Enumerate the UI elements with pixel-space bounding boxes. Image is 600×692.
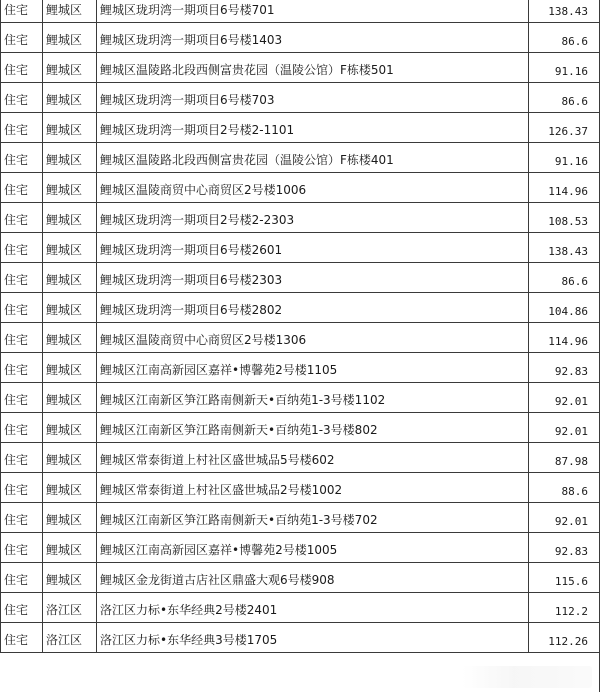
area-cell: 138.43 — [529, 0, 600, 23]
district-cell: 鲤城区 — [43, 143, 97, 173]
property-type-cell: 住宅 — [1, 293, 43, 323]
district-cell: 鲤城区 — [43, 83, 97, 113]
table-row — [1, 503, 600, 533]
area-cell: 112.2 — [529, 593, 600, 623]
district-cell: 鲤城区 — [43, 413, 97, 443]
property-type-cell: 住宅 — [1, 53, 43, 83]
address-cell: 鲤城区珑玥湾一期项目6号楼2303 — [97, 263, 529, 293]
property-type-cell: 住宅 — [1, 353, 43, 383]
table-row — [1, 0, 600, 23]
table-row — [1, 173, 600, 203]
property-type-cell: 住宅 — [1, 323, 43, 353]
district-cell: 鲤城区 — [43, 53, 97, 83]
district-cell: 鲤城区 — [43, 23, 97, 53]
property-type-cell: 住宅 — [1, 173, 43, 203]
address-cell: 鲤城区温陵路北段西侧富贵花园（温陵公馆）F栋楼401 — [97, 143, 529, 173]
property-type-cell: 住宅 — [1, 563, 43, 593]
property-type-cell: 住宅 — [1, 473, 43, 503]
property-type-cell: 住宅 — [1, 413, 43, 443]
area-cell: 91.16 — [529, 143, 600, 173]
district-cell: 鲤城区 — [43, 353, 97, 383]
area-cell: 86.6 — [529, 83, 600, 113]
property-type-cell: 住宅 — [1, 263, 43, 293]
table-row — [1, 563, 600, 593]
district-cell: 鲤城区 — [43, 443, 97, 473]
address-cell: 鲤城区珑玥湾一期项目2号楼2-2303 — [97, 203, 529, 233]
address-cell: 鲤城区温陵商贸中心商贸区2号楼1306 — [97, 323, 529, 353]
address-cell: 洛江区力标•东华经典3号楼1705 — [97, 623, 529, 653]
address-cell: 鲤城区珑玥湾一期项目6号楼701 — [97, 0, 529, 23]
table-row — [1, 263, 600, 293]
address-cell: 鲤城区金龙街道古店社区鼎盛大观6号楼908 — [97, 563, 529, 593]
address-cell: 鲤城区珑玥湾一期项目6号楼2601 — [97, 233, 529, 263]
area-cell: 114.96 — [529, 173, 600, 203]
district-cell: 鲤城区 — [43, 0, 97, 23]
table-row — [1, 143, 600, 173]
property-type-cell: 住宅 — [1, 203, 43, 233]
property-type-cell: 住宅 — [1, 503, 43, 533]
address-cell: 鲤城区珑玥湾一期项目2号楼2-1101 — [97, 113, 529, 143]
area-cell: 86.6 — [529, 23, 600, 53]
district-cell: 鲤城区 — [43, 323, 97, 353]
district-cell: 洛江区 — [43, 623, 97, 653]
district-cell: 鲤城区 — [43, 533, 97, 563]
area-cell: 88.6 — [529, 473, 600, 503]
table-body — [1, 0, 600, 653]
property-type-cell: 住宅 — [1, 533, 43, 563]
area-cell: 114.96 — [529, 323, 600, 353]
area-cell: 92.01 — [529, 503, 600, 533]
table-row — [1, 533, 600, 563]
table-row — [1, 413, 600, 443]
address-cell: 鲤城区江南高新园区嘉祥•博馨苑2号楼1105 — [97, 353, 529, 383]
area-cell: 138.43 — [529, 233, 600, 263]
table-row — [1, 203, 600, 233]
property-type-cell: 住宅 — [1, 443, 43, 473]
district-cell: 鲤城区 — [43, 383, 97, 413]
area-cell: 112.26 — [529, 623, 600, 653]
address-cell: 鲤城区江南高新园区嘉祥•博馨苑2号楼1005 — [97, 533, 529, 563]
area-cell: 92.83 — [529, 353, 600, 383]
address-cell: 鲤城区常泰街道上村社区盛世城品5号楼602 — [97, 443, 529, 473]
table-row — [1, 323, 600, 353]
table-row — [1, 83, 600, 113]
district-cell: 鲤城区 — [43, 113, 97, 143]
address-cell: 鲤城区温陵路北段西侧富贵花园（温陵公馆）F栋楼501 — [97, 53, 529, 83]
area-cell: 108.53 — [529, 203, 600, 233]
property-type-cell: 住宅 — [1, 383, 43, 413]
address-cell: 鲤城区珑玥湾一期项目6号楼2802 — [97, 293, 529, 323]
district-cell: 洛江区 — [43, 593, 97, 623]
address-cell: 鲤城区温陵商贸中心商贸区2号楼1006 — [97, 173, 529, 203]
address-cell: 鲤城区江南新区笋江路南侧新天•百纳苑1-3号楼702 — [97, 503, 529, 533]
table-row — [1, 113, 600, 143]
district-cell: 鲤城区 — [43, 473, 97, 503]
district-cell: 鲤城区 — [43, 503, 97, 533]
property-type-cell: 住宅 — [1, 143, 43, 173]
table-row — [1, 473, 600, 503]
area-cell: 126.37 — [529, 113, 600, 143]
address-cell: 洛江区力标•东华经典2号楼2401 — [97, 593, 529, 623]
area-cell: 92.01 — [529, 383, 600, 413]
area-cell: 86.6 — [529, 263, 600, 293]
property-type-cell: 住宅 — [1, 23, 43, 53]
property-type-cell: 住宅 — [1, 623, 43, 653]
property-type-cell: 住宅 — [1, 233, 43, 263]
address-cell: 鲤城区珑玥湾一期项目6号楼703 — [97, 83, 529, 113]
table-row — [1, 593, 600, 623]
table-row — [1, 353, 600, 383]
area-cell: 87.98 — [529, 443, 600, 473]
table-row — [1, 443, 600, 473]
address-cell: 鲤城区江南新区笋江路南侧新天•百纳苑1-3号楼802 — [97, 413, 529, 443]
district-cell: 鲤城区 — [43, 233, 97, 263]
area-cell: 92.83 — [529, 533, 600, 563]
district-cell: 鲤城区 — [43, 293, 97, 323]
district-cell: 鲤城区 — [43, 203, 97, 233]
district-cell: 鲤城区 — [43, 173, 97, 203]
watermark-overlay — [462, 666, 592, 688]
area-cell: 104.86 — [529, 293, 600, 323]
property-type-cell: 住宅 — [1, 83, 43, 113]
address-cell: 鲤城区常泰街道上村社区盛世城品2号楼1002 — [97, 473, 529, 503]
table-row — [1, 293, 600, 323]
address-cell: 鲤城区珑玥湾一期项目6号楼1403 — [97, 23, 529, 53]
district-cell: 鲤城区 — [43, 563, 97, 593]
property-type-cell: 住宅 — [1, 593, 43, 623]
area-cell: 91.16 — [529, 53, 600, 83]
property-type-cell: 住宅 — [1, 113, 43, 143]
area-cell: 115.6 — [529, 563, 600, 593]
table-row — [1, 53, 600, 83]
area-cell: 92.01 — [529, 413, 600, 443]
address-cell: 鲤城区江南新区笋江路南侧新天•百纳苑1-3号楼1102 — [97, 383, 529, 413]
table-row — [1, 623, 600, 653]
district-cell: 鲤城区 — [43, 263, 97, 293]
table-row — [1, 233, 600, 263]
property-type-cell: 住宅 — [1, 0, 43, 23]
table-row — [1, 23, 600, 53]
table-row — [1, 383, 600, 413]
